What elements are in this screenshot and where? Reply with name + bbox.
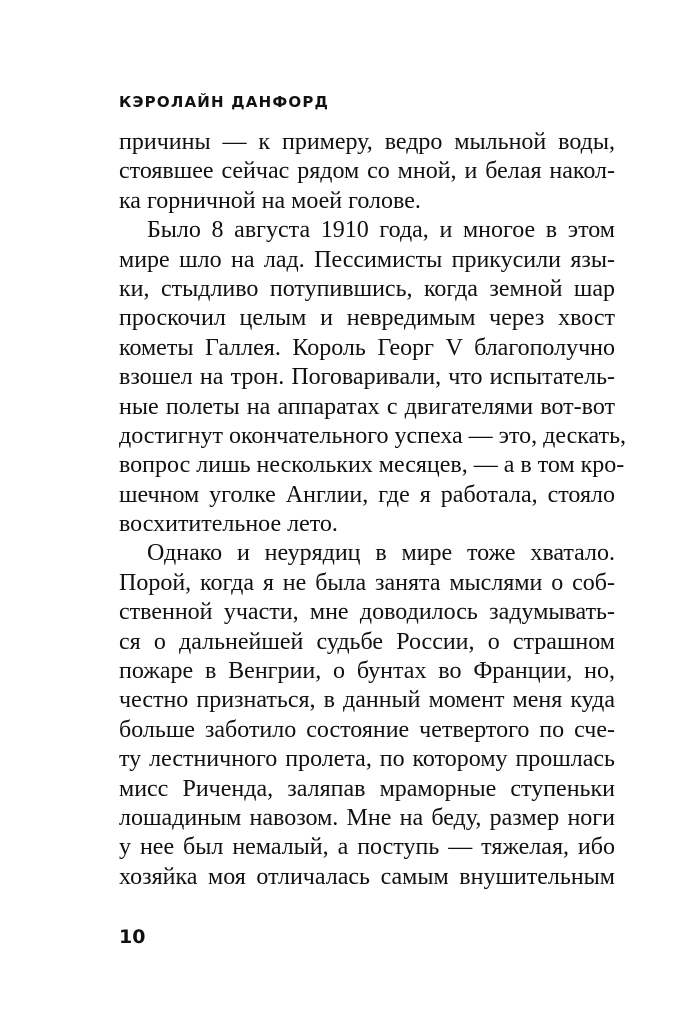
- page-number: 10: [119, 926, 146, 948]
- text-line: пожаре в Венгрии, о бунтах во Франции, но,: [119, 658, 615, 685]
- text-line: ся о дальнейшей судьбе России, о страшном: [119, 628, 615, 655]
- text-line: причины — к примеру, ведро мыльной воды,: [119, 129, 615, 155]
- paragraph-3: [119, 539, 615, 892]
- text-line: больше заботило состояние четвертого по сче-: [119, 716, 615, 743]
- paragraph-2: [119, 216, 627, 539]
- text-line: ка горничной на моей голове.: [119, 187, 421, 214]
- text-line: стоявшее сейчас рядом со мной, и белая накол-: [119, 158, 615, 185]
- text-line: честно признаться, в данный момент меня куда: [119, 687, 615, 714]
- text-line: вопрос лишь нескольких месяцев, — а в том кро-: [119, 452, 625, 479]
- running-header: КЭРОЛАЙН ДАНФОРД: [119, 93, 330, 111]
- text-line: мире шло на лад. Пессимисты прикусили язы-: [119, 246, 615, 273]
- page-body: [119, 128, 627, 892]
- text-line: мисс Риченда, заляпав мраморные ступеньки: [119, 775, 615, 802]
- text-line: достигнут окончательного успеха — это, дескать,: [119, 422, 627, 449]
- text-line: восхитительное лето.: [119, 511, 338, 538]
- text-line: шечном уголке Англии, где я работала, стояло: [119, 481, 615, 508]
- text-line: Порой, когда я не была занята мыслями о соб-: [119, 569, 615, 596]
- paragraph-1: [119, 128, 615, 216]
- text-line: Было 8 августа 1910 года, и многое в этом: [147, 217, 615, 244]
- text-line: ственной участи, мне доводилось задумывать-: [119, 599, 615, 626]
- text-line: проскочил целым и невредимым через хвост: [119, 305, 615, 332]
- text-line: Однако и неурядиц в мире тоже хватало.: [147, 540, 615, 567]
- text-line: ту лестничного пролета, по которому прошлась: [119, 746, 615, 773]
- text-line: ки, стыдливо потупившись, когда земной шар: [119, 275, 615, 302]
- text-line: взошел на трон. Поговаривали, что испытатель-: [119, 364, 615, 391]
- text-line: хозяйка моя отличалась самым внушительным: [119, 863, 615, 890]
- text-line: ные полеты на аппаратах с двигателями вот-вот: [119, 393, 615, 420]
- text-line: лошадиным навозом. Мне на беду, размер ноги: [119, 804, 615, 831]
- text-line: у нее был немалый, а поступь — тяжелая, ибо: [119, 834, 615, 861]
- text-line: кометы Галлея. Король Георг V благополучно: [119, 334, 615, 361]
